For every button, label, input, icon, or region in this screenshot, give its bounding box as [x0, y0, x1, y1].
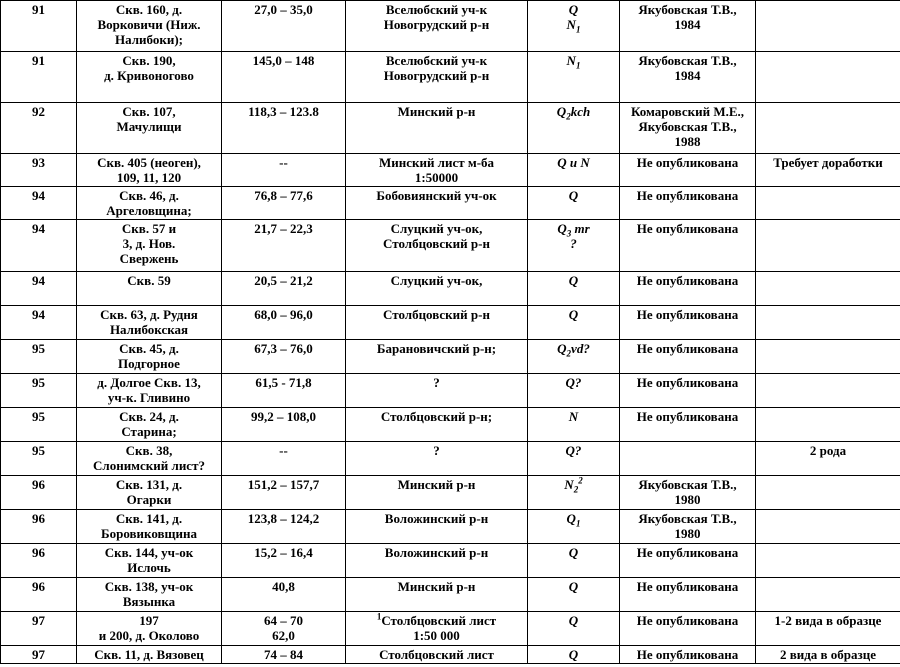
- cell-number: [1, 220, 77, 272]
- cell-note: [756, 612, 900, 646]
- cell-well-line: Скв. 160, д.: [115, 2, 183, 17]
- cell-note: [756, 154, 900, 187]
- cell-age: [528, 646, 620, 664]
- cell-well-line: и 200, д. Околово: [98, 628, 200, 643]
- cell-depth-line: --: [279, 155, 288, 170]
- table-row: [1, 187, 900, 220]
- cell-age-line: N: [568, 409, 579, 424]
- cell-age-line: Q и N: [557, 155, 590, 170]
- cell-number-text: 97: [32, 613, 45, 628]
- cell-well-line: Скв. 144, уч-ок: [104, 545, 194, 560]
- cell-author: [620, 476, 756, 510]
- cell-note-line: Требует доработки: [773, 155, 883, 170]
- cell-number-text: 95: [32, 341, 45, 356]
- cell-note: [756, 646, 900, 664]
- cell-author-line: Комаровский М.Е.,: [630, 104, 745, 119]
- cell-author: [620, 544, 756, 578]
- cell-age: [528, 272, 620, 306]
- cell-location: [346, 103, 528, 154]
- cell-well-line: Подгорное: [118, 356, 180, 371]
- cell-age-line: Q: [568, 307, 579, 322]
- cell-well: [77, 187, 222, 220]
- cell-well-line: Скв. 38,: [125, 443, 173, 458]
- cell-author-line: 1980: [674, 526, 701, 541]
- cell-age-line: ?: [570, 236, 577, 251]
- cell-age-line: $Q_3$ mr: [557, 221, 590, 239]
- cell-age: [528, 578, 620, 612]
- cell-location-line: Бобовиянский уч-ок: [376, 188, 497, 203]
- cell-location-line: Новогрудский р-н: [383, 17, 490, 32]
- table-row: [1, 578, 900, 612]
- cell-location-line: Воложинский р-н: [384, 545, 489, 560]
- cell-number: [1, 52, 77, 103]
- cell-location: [346, 340, 528, 374]
- cell-number-text: 96: [32, 477, 45, 492]
- cell-well: [77, 612, 222, 646]
- cell-note: [756, 408, 900, 442]
- cell-number: [1, 612, 77, 646]
- table-row: [1, 510, 900, 544]
- cell-author-line: Не опубликована: [636, 579, 739, 594]
- cell-number: [1, 187, 77, 220]
- cell-well: [77, 476, 222, 510]
- cell-well-line: Ворковичи (Ниж.: [97, 17, 201, 32]
- cell-note: [756, 578, 900, 612]
- cell-age: [528, 374, 620, 408]
- cell-note: [756, 1, 900, 52]
- cell-number: [1, 306, 77, 340]
- cell-author: [620, 220, 756, 272]
- cell-number-text: 95: [32, 375, 45, 390]
- cell-number-text: 92: [32, 104, 45, 119]
- cell-depth: [222, 476, 346, 510]
- cell-location-line: Воложинский р-н: [384, 511, 489, 526]
- cell-number-text: 96: [32, 511, 45, 526]
- cell-well-line: Мачулищи: [116, 119, 182, 134]
- table-row: [1, 476, 900, 510]
- cell-well: [77, 646, 222, 664]
- cell-location-line: Столбцовский лист: [379, 647, 494, 662]
- cell-author-line: Якубовская Т.В.,: [638, 119, 737, 134]
- cell-well-line: Свержень: [119, 251, 179, 266]
- cell-well-line: д. Долгое Скв. 13,: [97, 375, 201, 390]
- cell-well: [77, 272, 222, 306]
- cell-well-line: Налибоки);: [115, 32, 183, 47]
- cell-age: [528, 220, 620, 272]
- table-row: [1, 544, 900, 578]
- cell-number: [1, 1, 77, 52]
- cell-note: [756, 187, 900, 220]
- cell-depth: [222, 408, 346, 442]
- cell-number: [1, 374, 77, 408]
- cell-note-line: 2 вида в образце: [779, 647, 877, 662]
- cell-location-line: Слуцкий уч-ок,: [390, 273, 483, 288]
- cell-age: [528, 52, 620, 103]
- cell-well-line: Ислочь: [127, 560, 171, 575]
- cell-number-text: 94: [32, 221, 45, 236]
- cell-well: [77, 578, 222, 612]
- cell-well-line: Скв. 190,: [122, 53, 176, 68]
- cell-author: [620, 340, 756, 374]
- cell-number-text: 94: [32, 188, 45, 203]
- cell-number: [1, 103, 77, 154]
- cell-age: [528, 442, 620, 476]
- cell-age: [528, 306, 620, 340]
- cell-location-line: Минский р-н: [397, 104, 476, 119]
- cell-depth-line: 145,0 – 148: [252, 53, 315, 68]
- cell-number-text: 91: [32, 2, 45, 17]
- table-row: [1, 1, 900, 52]
- cell-number: [1, 544, 77, 578]
- table-body: [1, 1, 900, 664]
- cell-depth: [222, 306, 346, 340]
- cell-author-line: Не опубликована: [636, 341, 739, 356]
- cell-well-line: Скв. 11, д. Вязовец: [94, 647, 204, 662]
- cell-location: [346, 52, 528, 103]
- cell-depth: [222, 340, 346, 374]
- cell-location: [346, 476, 528, 510]
- cell-depth-line: 61,5 - 71,8: [255, 375, 312, 390]
- cell-well: [77, 442, 222, 476]
- cell-author-line: Не опубликована: [636, 545, 739, 560]
- cell-depth: [222, 442, 346, 476]
- cell-age: [528, 340, 620, 374]
- cell-well-line: 109, 11, 120: [116, 170, 182, 185]
- cell-age-line: $Q_2vd$?: [557, 341, 590, 359]
- cell-depth: [222, 374, 346, 408]
- cell-depth: [222, 544, 346, 578]
- cell-number: [1, 476, 77, 510]
- cell-author-line: Якубовская Т.В.,: [638, 511, 737, 526]
- cell-well: [77, 340, 222, 374]
- cell-depth-line: 67,3 – 76,0: [254, 341, 313, 356]
- cell-age: [528, 476, 620, 510]
- cell-author-line: Не опубликована: [636, 273, 739, 288]
- cell-depth: [222, 510, 346, 544]
- cell-author-line: Не опубликована: [636, 307, 739, 322]
- cell-author-line: Не опубликована: [636, 221, 739, 236]
- cell-location-line: Вселюбский уч-к: [385, 2, 488, 17]
- cell-number: [1, 442, 77, 476]
- cell-age-line: $N_1$: [566, 53, 581, 71]
- cell-note: [756, 340, 900, 374]
- cell-age: [528, 103, 620, 154]
- cell-age-line: Q: [568, 647, 579, 662]
- table-row: [1, 442, 900, 476]
- cell-location-line: Столбцовский р-н: [383, 307, 490, 322]
- cell-location-line: Столбцовский р-н: [383, 236, 490, 251]
- table-row: [1, 220, 900, 272]
- cell-age-line: $N_2^2$: [564, 475, 583, 495]
- cell-author: [620, 510, 756, 544]
- table-row: [1, 374, 900, 408]
- cell-author-line: Якубовская Т.В.,: [638, 2, 737, 17]
- cell-well: [77, 544, 222, 578]
- cell-author-line: Не опубликована: [636, 409, 739, 424]
- cell-well-line: Скв. 59: [127, 273, 171, 288]
- cell-note: [756, 272, 900, 306]
- cell-location-line: Слуцкий уч-ок,: [390, 221, 483, 236]
- cell-age-line: Q?: [565, 443, 582, 458]
- cell-depth-line: 76,8 – 77,6: [254, 188, 313, 203]
- cell-author-line: Не опубликована: [636, 375, 739, 390]
- cell-location-line: Минский лист м-ба: [378, 155, 495, 170]
- cell-number: [1, 646, 77, 664]
- cell-author-line: 1988: [674, 134, 701, 149]
- cell-author-line: 1980: [674, 492, 701, 507]
- cell-author-line: Не опубликована: [636, 188, 739, 203]
- cell-author: [620, 103, 756, 154]
- cell-age-line: Q: [568, 188, 579, 203]
- cell-depth: [222, 52, 346, 103]
- cell-well: [77, 510, 222, 544]
- cell-age-line: Q: [568, 273, 579, 288]
- cell-location: [346, 612, 528, 646]
- cell-author-line: 1984: [674, 68, 701, 83]
- cell-age-line: Q?: [565, 375, 582, 390]
- table-row: [1, 103, 900, 154]
- cell-note: [756, 510, 900, 544]
- cell-location-line: ?: [433, 443, 440, 458]
- cell-number: [1, 408, 77, 442]
- cell-location-line: Минский р-н: [397, 477, 476, 492]
- cell-note: [756, 374, 900, 408]
- cell-age: [528, 187, 620, 220]
- cell-age-line: Q: [568, 2, 579, 17]
- cell-depth: [222, 220, 346, 272]
- table-row: [1, 646, 900, 664]
- cell-author: [620, 306, 756, 340]
- cell-depth: [222, 272, 346, 306]
- cell-well-line: Скв. 45, д.: [119, 341, 179, 356]
- cell-well: [77, 374, 222, 408]
- cell-age: [528, 510, 620, 544]
- cell-location: [346, 646, 528, 664]
- cell-depth-line: 118,3 – 123.8: [248, 104, 319, 119]
- cell-depth-line: 123,8 – 124,2: [247, 511, 320, 526]
- cell-location-line: Новогрудский р-н: [383, 68, 490, 83]
- cell-depth: [222, 646, 346, 664]
- cell-well-line: Боровиковщина: [101, 526, 197, 541]
- cell-location: [346, 220, 528, 272]
- cell-author: [620, 52, 756, 103]
- cell-author: [620, 272, 756, 306]
- cell-note: [756, 220, 900, 272]
- cell-well-line: Налибокская: [109, 322, 189, 337]
- cell-location-line: $^1$Столбцовский лист: [376, 611, 497, 628]
- cell-author: [620, 154, 756, 187]
- cell-location: [346, 578, 528, 612]
- cell-age-line: $N_1$: [566, 17, 581, 35]
- cell-well-line: Слонимский лист?: [93, 458, 205, 473]
- cell-well-line: д. Кривоногово: [104, 68, 194, 83]
- cell-number-text: 95: [32, 443, 45, 458]
- cell-location: [346, 1, 528, 52]
- cell-author: [620, 374, 756, 408]
- cell-depth-line: 99,2 – 108,0: [251, 409, 316, 424]
- cell-author-line: 1984: [674, 17, 701, 32]
- cell-depth: [222, 612, 346, 646]
- cell-age-line: Q: [568, 579, 579, 594]
- cell-note: [756, 476, 900, 510]
- cell-note-line: 2 рода: [809, 443, 847, 458]
- cell-well: [77, 220, 222, 272]
- cell-well: [77, 103, 222, 154]
- cell-well-line: Огарки: [126, 492, 172, 507]
- cell-depth-line: 64 – 70: [264, 613, 303, 628]
- cell-well-line: Старина;: [121, 424, 177, 439]
- cell-depth-line: 40,8: [272, 579, 295, 594]
- cell-number-text: 97: [32, 647, 45, 662]
- cell-location-line: Барановичский р-н;: [376, 341, 497, 356]
- cell-author-line: Не опубликована: [636, 647, 739, 662]
- cell-note: [756, 103, 900, 154]
- cell-well-line: Аргеловщина;: [106, 203, 192, 218]
- cell-well-line: Скв. 46, д.: [119, 188, 179, 203]
- cell-age: [528, 154, 620, 187]
- cell-author: [620, 578, 756, 612]
- cell-depth: [222, 103, 346, 154]
- cell-number-text: 96: [32, 579, 45, 594]
- cell-number-text: 94: [32, 273, 45, 288]
- cell-note: [756, 442, 900, 476]
- cell-well-line: 3, д. Нов.: [122, 236, 176, 251]
- cell-author-line: Не опубликована: [636, 613, 739, 628]
- cell-depth-line: 68,0 – 96,0: [254, 307, 313, 322]
- cell-well: [77, 1, 222, 52]
- cell-note: [756, 544, 900, 578]
- cell-location-line: 1:50000: [414, 170, 459, 185]
- cell-well: [77, 306, 222, 340]
- cell-number: [1, 272, 77, 306]
- cell-well-line: Скв. 138, уч-ок: [104, 579, 194, 594]
- cell-location-line: 1:50 000: [413, 628, 460, 643]
- cell-location-line: Минский р-н: [397, 579, 476, 594]
- cell-number-text: 96: [32, 545, 45, 560]
- cell-author-line: Не опубликована: [636, 155, 739, 170]
- cell-age: [528, 612, 620, 646]
- cell-age-line: Q: [568, 613, 579, 628]
- table-row: [1, 340, 900, 374]
- cell-note: [756, 306, 900, 340]
- cell-number: [1, 340, 77, 374]
- cell-location: [346, 272, 528, 306]
- cell-well-line: Вязынка: [122, 594, 176, 609]
- cell-author: [620, 408, 756, 442]
- cell-well: [77, 408, 222, 442]
- cell-depth: [222, 154, 346, 187]
- cell-depth-line: 15,2 – 16,4: [254, 545, 313, 560]
- cell-location-line: Столбцовский р-н;: [380, 409, 493, 424]
- cell-age: [528, 1, 620, 52]
- table-row: [1, 272, 900, 306]
- cell-well-line: Скв. 63, д. Рудня: [100, 307, 198, 322]
- cell-author: [620, 1, 756, 52]
- cell-number: [1, 578, 77, 612]
- table-row: [1, 408, 900, 442]
- cell-number: [1, 510, 77, 544]
- cell-well-line: Скв. 24, д.: [119, 409, 179, 424]
- cell-number-text: 91: [32, 53, 45, 68]
- cell-location: [346, 442, 528, 476]
- table-row: [1, 612, 900, 646]
- cell-note: [756, 52, 900, 103]
- cell-location: [346, 154, 528, 187]
- cell-location: [346, 187, 528, 220]
- cell-depth-line: 20,5 – 21,2: [254, 273, 313, 288]
- cell-number: [1, 154, 77, 187]
- cell-location-line: ?: [433, 375, 440, 390]
- cell-note-line: 1-2 вида в образце: [774, 613, 882, 628]
- cell-well-line: Скв. 57 и: [121, 221, 177, 236]
- cell-location-line: Вселюбский уч-к: [385, 53, 488, 68]
- cell-well: [77, 52, 222, 103]
- table-row: [1, 154, 900, 187]
- cell-location: [346, 408, 528, 442]
- cell-well-line: Скв. 141, д.: [115, 511, 183, 526]
- cell-well-line: Скв. 131, д.: [115, 477, 183, 492]
- table-row: [1, 52, 900, 103]
- cell-number-text: 93: [32, 155, 45, 170]
- cell-depth: [222, 1, 346, 52]
- cell-depth-line: 62,0: [272, 628, 295, 643]
- cell-well-line: Скв. 405 (неоген),: [97, 155, 201, 170]
- cell-age: [528, 544, 620, 578]
- cell-location: [346, 510, 528, 544]
- cell-number-text: 94: [32, 307, 45, 322]
- cell-well-line: Скв. 107,: [122, 104, 176, 119]
- cell-location: [346, 306, 528, 340]
- cell-author: [620, 646, 756, 664]
- cell-depth-line: 27,0 – 35,0: [254, 2, 313, 17]
- cell-depth-line: 74 – 84: [264, 647, 303, 662]
- cell-well: [77, 154, 222, 187]
- cell-depth-line: 21,7 – 22,3: [254, 221, 313, 236]
- cell-number-text: 95: [32, 409, 45, 424]
- cell-age-line: Q: [568, 545, 579, 560]
- cell-depth: [222, 578, 346, 612]
- cell-author-line: Якубовская Т.В.,: [638, 53, 737, 68]
- cell-well-line: 197: [139, 613, 159, 628]
- cell-author: [620, 187, 756, 220]
- table-row: [1, 306, 900, 340]
- cell-well-line: уч-к. Гливино: [107, 390, 191, 405]
- cell-age-line: $Q_1$: [566, 511, 581, 529]
- cell-depth-line: --: [279, 443, 288, 458]
- cell-age: [528, 408, 620, 442]
- cell-depth-line: 151,2 – 157,7: [247, 477, 320, 492]
- cell-age-line: $Q_2kch$: [556, 104, 591, 122]
- cell-location: [346, 374, 528, 408]
- cell-author-line: Якубовская Т.В.,: [638, 477, 737, 492]
- cell-location: [346, 544, 528, 578]
- cell-author: [620, 442, 756, 476]
- cell-author: [620, 612, 756, 646]
- cell-depth: [222, 187, 346, 220]
